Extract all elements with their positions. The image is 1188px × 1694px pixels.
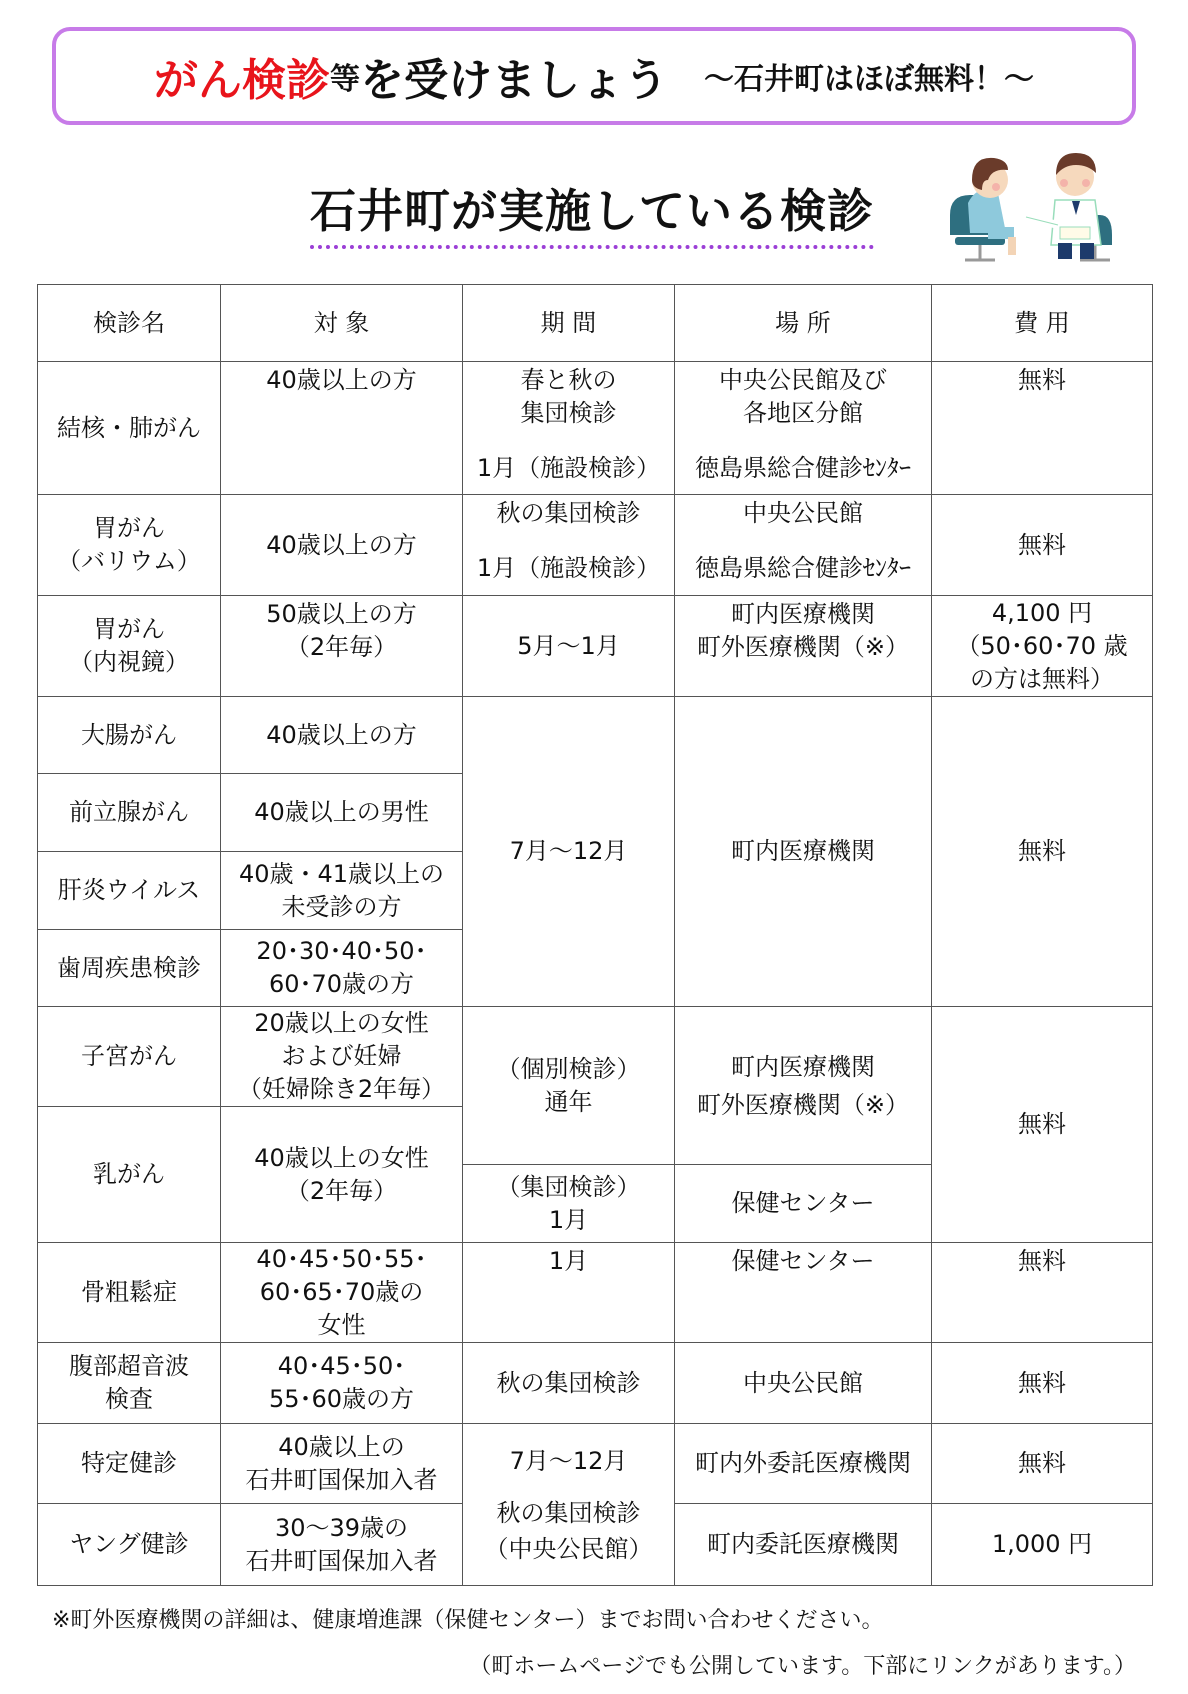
cell-name: 骨粗鬆症 [38, 1243, 221, 1343]
cell-cost: 無料 [932, 1243, 1153, 1343]
place-line: 町内医療機関 [731, 1052, 875, 1081]
header-period: 期 間 [463, 285, 675, 362]
cell-target [221, 852, 463, 930]
name-line: 胃がん [93, 514, 165, 542]
cell-place: 保健センター [675, 1243, 932, 1343]
place-line: 中央公民館及び [719, 366, 887, 394]
banner-title: を受けましょう [360, 55, 668, 106]
cell-place-group: 保健センター [675, 1165, 932, 1243]
place-line: 中央公民館 [743, 499, 863, 527]
cell-cost: 1,000 円 [932, 1504, 1153, 1586]
header-target: 対 象 [221, 285, 463, 362]
period-line: 7月～12月 [509, 1446, 628, 1475]
table-row [38, 1424, 1153, 1504]
footnote: ※町外医療機関の詳細は、健康増進課（保健センター）までお問い合わせください。 [52, 1608, 884, 1633]
target-line: 石井町国保加入者 [245, 1546, 438, 1575]
doctor-patient-illustration-icon [930, 145, 1130, 265]
cell-name: 大腸がん [38, 697, 221, 774]
name-line: 腹部超音波 [69, 1352, 189, 1380]
cell-name [38, 1343, 221, 1424]
cell-name: 乳がん [38, 1107, 221, 1243]
cell-period-merged: 7月～12月 [463, 697, 675, 1007]
target-line: 40歳・41歳以上の [238, 859, 445, 888]
cell-name: 歯周疾患検診 [38, 930, 221, 1007]
table-row [38, 1243, 1153, 1343]
cell-target [221, 1343, 463, 1424]
table-row [38, 697, 1153, 774]
place-line: 徳島県総合健診ｾﾝﾀｰ [695, 554, 911, 582]
target-line: 20歳以上の女性 [254, 1009, 429, 1037]
cell-target: 40歳以上の方 [221, 495, 463, 596]
cell-target: 40歳以上の方 [221, 697, 463, 774]
cost-line: （50･60･70 歳 [956, 631, 1128, 660]
name-line: （バリウム） [57, 547, 201, 575]
cell-place [675, 362, 932, 495]
banner-title-small: 等 [330, 62, 360, 97]
cell-target [221, 1107, 463, 1243]
period-line: 1月（施設検診） [476, 454, 661, 482]
target-line: および妊婦 [281, 1042, 402, 1070]
name-line: 胃がん [93, 615, 165, 643]
target-line: 女性 [317, 1311, 366, 1339]
cell-name: ヤング健診 [38, 1504, 221, 1586]
table-row [38, 1007, 1153, 1107]
cell-place: 町内外委託医療機関 [675, 1424, 932, 1504]
target-line: 60･65･70歳の [259, 1278, 424, 1306]
cell-target [221, 1424, 463, 1504]
page-heading: 石井町が実施している検診 [310, 175, 874, 249]
period-line: 秋の集団検診 [496, 1498, 641, 1527]
period-line: 集団検診 [520, 399, 617, 427]
target-line: 40･45･50･ [277, 1352, 406, 1380]
banner-title-highlight: がん検診 [154, 55, 330, 106]
footnote-link-note: （町ホームページでも公開しています。下部にリンクがあります。） [469, 1654, 1136, 1679]
period-line: 1月（施設検診） [476, 554, 661, 582]
cost-line: 4,100 円 [991, 598, 1093, 627]
table-header-row [38, 285, 1153, 362]
table-row [38, 362, 1153, 495]
place-line: 町内医療機関 [731, 600, 875, 628]
target-line: 未受診の方 [281, 892, 402, 921]
place-line: 徳島県総合健診ｾﾝﾀｰ [695, 454, 911, 482]
cell-target [221, 596, 463, 697]
cell-target: 40歳以上の男性 [221, 774, 463, 852]
table-row [38, 596, 1153, 697]
cell-period [463, 495, 675, 596]
cell-period-group [463, 1165, 675, 1243]
title-banner [52, 27, 1136, 125]
cell-period: 5月～1月 [463, 596, 675, 697]
cell-name: 子宮がん [38, 1007, 221, 1107]
place-line: 各地区分館 [743, 399, 863, 427]
cell-target [221, 1504, 463, 1586]
cell-period: 秋の集団検診 [463, 1343, 675, 1424]
cost-line: の方は無料） [970, 664, 1114, 693]
target-line: 60･70歳の方 [268, 970, 415, 998]
target-line: 40歳以上の女性 [254, 1143, 429, 1172]
screening-table [37, 284, 1153, 1586]
target-line: 20･30･40･50･ [256, 937, 427, 965]
name-line: （内視鏡） [69, 648, 189, 676]
cell-place [675, 495, 932, 596]
period-line: （個別検診） [496, 1054, 641, 1083]
cell-period [463, 362, 675, 495]
cell-cost [932, 596, 1153, 697]
cell-period: 1月 [463, 1243, 675, 1343]
cell-name: 前立腺がん [38, 774, 221, 852]
cell-target [221, 1007, 463, 1107]
target-line: （妊婦除き2年毎） [237, 1075, 446, 1103]
cell-cost: 無料 [932, 1424, 1153, 1504]
cell-cost: 無料 [932, 1343, 1153, 1424]
period-line: 1月 [548, 1205, 589, 1234]
cell-period-individual [463, 1007, 675, 1165]
cell-name: 特定健診 [38, 1424, 221, 1504]
target-line: 石井町国保加入者 [245, 1465, 438, 1494]
target-line: 30～39歳の [274, 1513, 409, 1542]
header-screening-name: 検診名 [38, 285, 221, 362]
period-line: 春と秋の [520, 366, 617, 394]
cell-target [221, 930, 463, 1007]
cell-place-individual [675, 1007, 932, 1165]
header-cost: 費 用 [932, 285, 1153, 362]
target-line: 55･60歳の方 [268, 1385, 415, 1413]
place-line: 町外医療機関（※） [696, 633, 910, 661]
cell-place: 町内委託医療機関 [675, 1504, 932, 1586]
cell-target: 40歳以上の方 [221, 362, 463, 495]
cell-name [38, 495, 221, 596]
target-line: （2年毎） [285, 633, 398, 661]
cell-cost-merged: 無料 [932, 1007, 1153, 1243]
cell-name: 肝炎ウイルス [38, 852, 221, 930]
target-line: 50歳以上の方 [266, 600, 417, 628]
cell-cost: 無料 [932, 362, 1153, 495]
cell-place-merged: 町内医療機関 [675, 697, 932, 1007]
table-row [38, 495, 1153, 596]
name-line: 検査 [105, 1385, 153, 1413]
cell-place [675, 596, 932, 697]
target-line: 40･45･50･55･ [256, 1245, 427, 1273]
period-line: （中央公民館） [484, 1534, 653, 1563]
cell-name [38, 596, 221, 697]
target-line: 40歳以上の [278, 1432, 405, 1461]
period-line: 秋の集団検診 [496, 499, 641, 527]
cell-name: 結核・肺がん [38, 362, 221, 495]
cell-target [221, 1243, 463, 1343]
period-line: （集団検診） [496, 1172, 641, 1201]
period-line: 通年 [544, 1087, 593, 1116]
banner-subtitle: ～石井町はほぼ無料！～ [704, 62, 1034, 97]
header-place: 場 所 [675, 285, 932, 362]
cell-period-health [463, 1424, 675, 1586]
cell-place: 中央公民館 [675, 1343, 932, 1424]
place-line: 町外医療機関（※） [696, 1090, 910, 1119]
cell-cost-merged: 無料 [932, 697, 1153, 1007]
cell-cost: 無料 [932, 495, 1153, 596]
target-line: （2年毎） [285, 1176, 398, 1205]
table-row [38, 1343, 1153, 1424]
